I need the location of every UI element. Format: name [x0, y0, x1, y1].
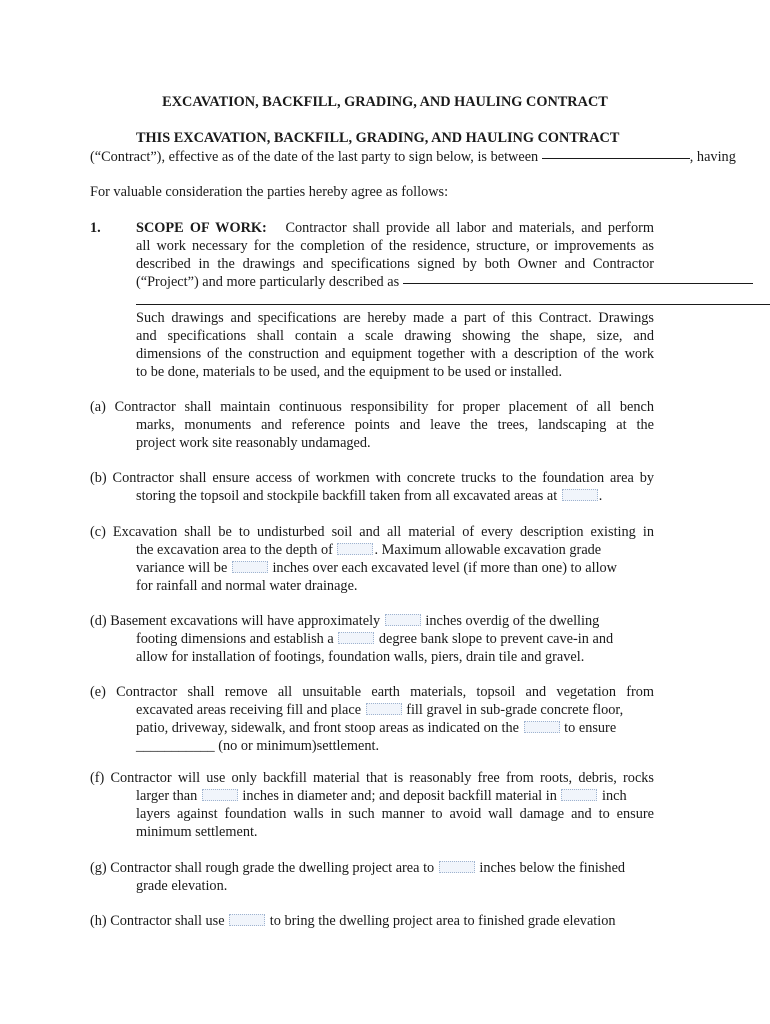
item-c-line3: variance will be inches over each excavated level (if more than one) to allow [136, 560, 618, 576]
item-a-line1: (a) Contractor shall maintain continuous responsibility for proper placement of all bench [90, 399, 654, 415]
party-blank[interactable] [542, 157, 690, 159]
indicated-on-field[interactable] [524, 721, 560, 733]
section1-p2-line1: Such drawings and specifications are hereby made a part of this Contract. Drawings [136, 310, 654, 326]
layer-thickness-field[interactable] [561, 789, 597, 801]
item-e-line1: (e) Contractor shall remove all unsuitable earth materials, topsoil and vegetation from [90, 684, 654, 700]
intro-text: (“Contract”), effective as of the date of the last party to sign below, is between [90, 149, 539, 165]
intro-tail: , having [689, 149, 736, 165]
item-e-line3: patio, driveway, sidewalk, and front stoop areas as indicated on the to ensure [136, 720, 617, 736]
item-b-line1: (b) Contractor shall ensure access of workmen with concrete trucks to the foundation area by [90, 470, 654, 486]
section1-p2-line2: and specifications shall contain a scale drawing showing the shape, size, and [136, 328, 654, 344]
item-c-line1: (c) Excavation shall be to undisturbed soil and all material of every description existing in [90, 524, 654, 540]
item-f-line1: (f) Contractor will use only backfill material that is reasonably free from roots, debris, rocks [90, 770, 654, 786]
section-heading: SCOPE OF WORK: [136, 220, 267, 236]
item-f-line2: larger than inches in diameter and; and deposit backfill material in inch [136, 788, 627, 804]
bank-slope-degree-field[interactable] [338, 632, 374, 644]
item-f-line4: minimum settlement. [136, 824, 258, 840]
section1-line4: (“Project”) and more particularly described as [136, 273, 753, 291]
excavation-depth-field[interactable] [337, 543, 373, 555]
finish-grade-material-field[interactable] [229, 914, 265, 926]
section1-p2-line3: dimensions of the construction and equipment together with a description of the work [136, 346, 654, 362]
item-d-line2: footing dimensions and establish a degree bank slope to prevent cave-in and [136, 631, 614, 647]
fill-gravel-field[interactable] [366, 703, 402, 715]
contract-subtitle: THIS EXCAVATION, BACKFILL, GRADING, AND HAULING CONTRACT [136, 130, 620, 146]
item-c-line4: for rainfall and normal water drainage. [136, 578, 358, 594]
intro-line [90, 148, 736, 166]
section1-line1: SCOPE OF WORK: Contractor shall provide all labor and materials, and perform [136, 220, 654, 236]
item-g-line1: (g) Contractor shall rough grade the dwelling project area to inches below the finished [90, 860, 626, 876]
item-d-line3: allow for installation of footings, foundation walls, piers, drain tile and gravel. [136, 649, 585, 665]
item-e-line4: ___________ (no or minimum)settlement. [136, 738, 380, 754]
item-g-line2: grade elevation. [136, 878, 228, 894]
consideration-text: For valuable consideration the parties hereby agree as follows: [90, 184, 449, 200]
section1-line3: described in the drawings and specifications signed by both Owner and Contractor [136, 256, 654, 272]
item-a-line3: project work site reasonably undamaged. [136, 435, 371, 451]
item-a-line2: marks, monuments and reference points and leave the trees, landscaping at the [136, 417, 654, 433]
project-description-blank[interactable] [403, 282, 753, 284]
rock-size-field[interactable] [202, 789, 238, 801]
rough-grade-inches-field[interactable] [439, 861, 475, 873]
item-f-line3: layers against foundation walls in such manner to avoid wall damage and to ensure [136, 806, 654, 822]
grade-variance-field[interactable] [232, 561, 268, 573]
stockpile-location-field[interactable] [562, 489, 598, 501]
section-number: 1. [90, 220, 101, 236]
section1-p2-line4: to be done, materials to be used, and the equipment to be used or installed. [136, 364, 563, 380]
overdig-inches-field[interactable] [385, 614, 421, 626]
section1-line2: all work necessary for the completion of the residence, structure, or improvements as [136, 238, 654, 254]
item-e-line2: excavated areas receiving fill and place fill gravel in sub-grade concrete floor, [136, 702, 624, 718]
item-b-line2: storing the topsoil and stockpile backfill taken from all excavated areas at . [136, 488, 603, 504]
item-d-line1: (d) Basement excavations will have approximately inches overdig of the dwelling [90, 613, 600, 629]
project-description-blank-2[interactable] [136, 304, 770, 305]
item-h-line1: (h) Contractor shall use to bring the dwelling project area to finished grade elevation [90, 913, 616, 929]
document-title: EXCAVATION, BACKFILL, GRADING, AND HAULING CONTRACT [162, 94, 608, 110]
item-c-line2: the excavation area to the depth of . Maximum allowable excavation grade [136, 542, 602, 558]
